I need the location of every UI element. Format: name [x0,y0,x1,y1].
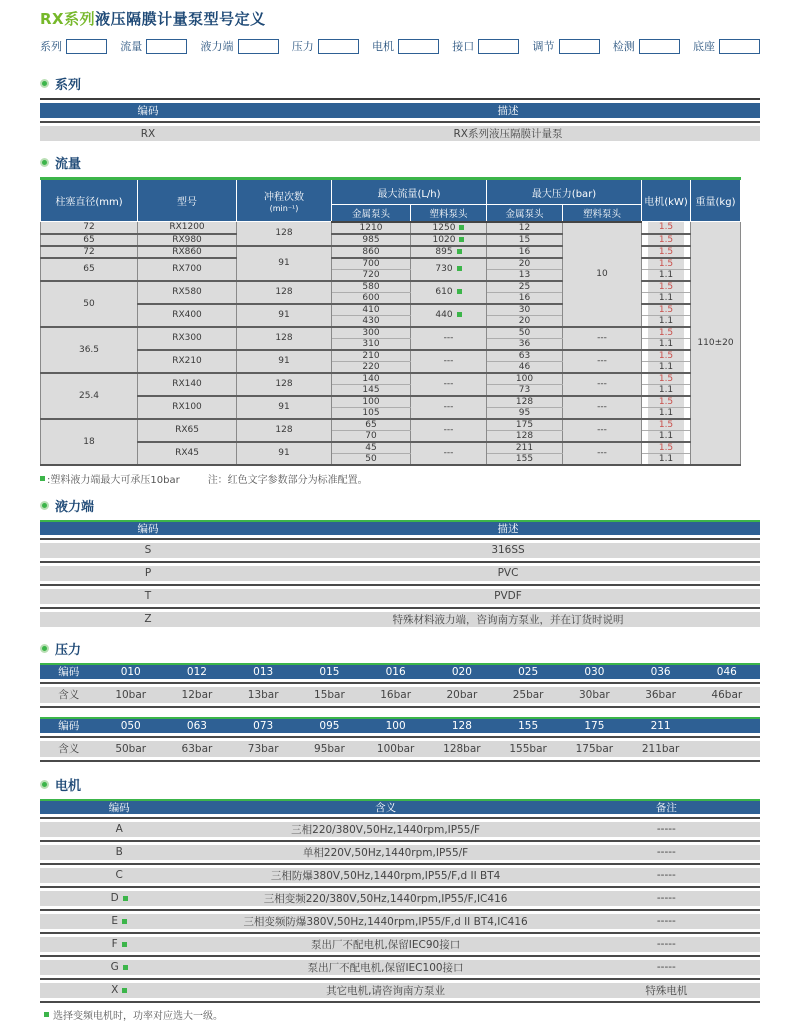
divider [40,1001,760,1003]
motor-meaning: 三相变频220/380V,50Hz,1440rpm,IP55/F,IC416 [263,892,508,905]
motor-footnote [40,1007,760,1022]
code-item-interface [452,38,519,54]
code-label: 调节 [532,40,555,53]
motor-code: D [40,892,198,904]
motor-table-header [40,799,760,814]
divider [40,736,760,738]
pressure-meaning: 25bar [512,688,544,701]
green-bullet-icon [40,158,49,167]
pressure-code: 211 [650,719,671,732]
pressure-meaning: 30bar [578,688,610,701]
pressure-meaning: 128bar [443,742,481,755]
green-bullet-icon [40,644,49,653]
he-desc: 316SS [491,544,525,556]
section-title: 液力端 [55,499,95,515]
table-row: 430 20 1.1 [41,315,741,327]
green-square-icon [122,942,127,947]
pressure-code: 095 [319,719,340,732]
code-box-detect [639,39,680,54]
divider [40,607,760,609]
table-row: 65 RX700 700 730 20 1.5 [41,258,741,270]
table-row [40,845,760,860]
section-title: 压力 [55,642,82,658]
divider [40,760,760,762]
code-box-flow [146,39,187,54]
table-row [40,566,760,581]
model-code-builder [40,38,760,54]
section-heading-motor [40,775,760,794]
motor-code: X [40,984,198,996]
he-desc: PVDF [494,590,522,602]
plastic-head-note: :塑料液力端最大可承压10bar [47,474,180,486]
divider [40,706,760,708]
pressure-code-row [40,663,760,679]
divider [40,121,760,123]
motor-table [40,799,760,1003]
pressure-meaning: 16bar [380,688,412,701]
green-square-icon [457,312,462,317]
table-row [40,983,760,998]
pressure-code: 063 [186,719,207,732]
code-item-base [693,38,760,54]
divider [40,886,760,888]
he-code: S [144,544,152,556]
pressure-meaning: 95bar [314,742,345,755]
motor-code: A [115,823,123,835]
pressure-code: 015 [319,665,340,678]
motor-note: ----- [656,961,676,973]
table-row [40,543,760,558]
code-item-adjust [533,38,600,54]
row-label-code: 编码 [58,720,80,732]
green-square-icon [459,237,464,242]
code-box-base [719,39,760,54]
pressure-code: 036 [650,665,671,678]
code-label: 压力 [291,40,314,53]
motor-meaning: 三相变频防爆380V,50Hz,1440rpm,IP55/F,d II BT4,IC416 [243,915,528,928]
code-box-series [66,39,107,54]
table-row: RX100 91 100 --- 128 --- 1.5 [41,396,741,408]
pressure-meaning: 73bar [247,742,279,755]
code-label: 液力端 [200,40,234,53]
motor-code: F [40,938,198,950]
pressure-code: 010 [120,665,141,678]
section-heading-hydraulic-end [40,496,760,515]
divider [40,863,760,865]
table-row: 310 36 1.1 [41,338,741,350]
hydraulic-end-table [40,520,760,627]
green-square-icon [123,896,128,901]
table-row: 720 13 1.1 [41,269,741,281]
pressure-code: 012 [186,665,207,678]
page-title-series: RX系列 [40,10,96,28]
pressure-meaning: 175bar [575,742,614,755]
col-header-code: 编码 [137,522,159,535]
table-row: 50 155 1.1 [41,453,741,465]
section-title: 电机 [55,778,82,794]
pressure-code: 030 [584,665,605,678]
col-header-meaning: 含义 [375,801,397,814]
code-label: 接口 [452,40,475,53]
code-box-hydraulic-end [238,39,279,54]
col-header-note: 备注 [655,801,677,814]
pressure-meaning: 10bar [115,688,147,701]
table-row: 18 RX65 128 65 --- 175 --- 1.5 [41,419,741,431]
table-row: 70 128 1.1 [41,430,741,442]
table-row: 25.4 RX140 128 140 --- 100 --- 1.5 [41,373,741,385]
green-bullet-icon [40,780,49,789]
red-text-note: 注：红色文字参数部分为标准配置。 [207,474,368,486]
code-item-motor [372,38,439,54]
green-square-icon [40,476,45,481]
code-item-detect [613,38,680,54]
col-header-model: 型号 [138,179,237,222]
motor-note: ----- [656,892,676,904]
divider [40,538,760,540]
pressure-meaning: 46bar [711,688,743,701]
page-title [40,8,760,29]
series-code: RX [140,127,156,140]
pressure-code: 073 [253,719,274,732]
he-code: Z [144,613,152,625]
code-box-motor [398,39,439,54]
table-row [40,914,760,929]
table-row [40,612,760,627]
green-bullet-icon [40,79,49,88]
he-code: T [144,590,152,602]
motor-code: G [40,961,198,973]
subcol-metal-head: 金属泵头 [487,205,563,222]
section-heading-pressure [40,639,760,658]
pressure-code: 016 [385,665,406,678]
table-row [40,868,760,883]
pressure-meaning: 12bar [181,688,213,701]
motor-code: C [115,869,123,881]
code-label: 系列 [40,40,62,53]
table-row: RX400 91 410 440 30 1.5 [41,304,741,316]
code-label: 底座 [693,40,715,53]
divider [40,909,760,911]
table-row [40,937,760,952]
table-row: 72 RX860 91 860 895 16 1.5 [41,246,741,258]
motor-note: ----- [656,938,676,950]
code-item-pressure [292,38,359,54]
table-row [40,822,760,837]
motor-meaning: 其它电机,请咨询南方泵业 [326,984,445,997]
pressure-meaning: 36bar [645,688,676,701]
table-row [40,589,760,604]
motor-note: ----- [656,846,676,858]
row-label-meaning: 含义 [58,743,80,755]
pressure-meaning: 63bar [181,742,213,755]
table-row: RX210 91 210 --- 63 --- 1.5 [41,350,741,362]
green-square-icon [457,266,462,271]
green-square-icon [457,289,462,294]
page-title-rest: 液压隔膜计量泵型号定义 [95,10,266,28]
motor-meaning: 泵出厂不配电机,保留IEC90接口 [310,938,461,951]
divider [40,584,760,586]
divider [40,817,760,819]
flow-table [40,177,741,466]
motor-note: ----- [656,869,676,881]
pressure-meaning: 50bar [115,742,147,755]
col-header-code: 编码 [108,801,130,814]
table-row: 145 73 1.1 [41,384,741,396]
pressure-code: 100 [385,719,406,732]
series-desc: RX系列液压隔膜计量泵 [453,128,563,140]
motor-footnote-text: 选择变频电机时，功率对应选大一级。 [53,1010,223,1022]
pressure-meaning-row [40,741,760,757]
series-table-header [40,103,760,118]
section-heading-series [40,74,760,93]
motor-meaning: 三相防爆380V,50Hz,1440rpm,IP55/F,d II BT4 [270,869,501,882]
pressure-meaning: 155bar [509,742,547,755]
code-box-adjust [559,39,600,54]
motor-meaning: 单相220V,50Hz,1440rpm,IP55/F [302,846,469,859]
table-row [40,126,760,141]
pressure-meaning: 211bar [641,742,680,755]
pressure-code: 050 [120,719,141,732]
table-row: RX45 91 45 --- 211 --- 1.5 [41,442,741,454]
green-square-icon [122,919,127,924]
hydraulic-end-header [40,520,760,535]
table-row [40,960,760,975]
code-label: 电机 [372,40,394,53]
code-item-flow [120,38,187,54]
pressure-code: 020 [451,665,472,678]
col-header-max-flow: 最大流量(L/h) [332,179,487,205]
pressure-table-1 [40,663,760,708]
col-header-desc: 描述 [497,522,519,535]
code-label: 流量 [120,40,143,53]
pressure-meaning: 13bar [247,688,279,701]
table-row: 72 RX1200 128 1210 1250 12 10 1.5 110±20 [41,222,741,234]
flow-table-notes [40,471,760,486]
subcol-metal-head: 金属泵头 [332,205,411,222]
table-row: 105 95 1.1 [41,407,741,419]
motor-meaning: 三相220/380V,50Hz,1440rpm,IP55/F [291,823,481,836]
he-code: P [144,567,152,579]
green-square-icon [123,965,128,970]
row-label-meaning: 含义 [58,689,80,701]
code-item-series [40,38,107,54]
divider [40,682,760,684]
col-header-motor-kw: 电机(kW) [642,179,691,222]
pressure-code: 025 [518,665,539,678]
pressure-table-2 [40,717,760,762]
pressure-meaning: 100bar [376,742,415,755]
col-header-code: 编码 [137,105,159,117]
code-item-hydraulic-end [201,38,279,54]
code-box-interface [478,39,519,54]
motor-note: 特殊电机 [645,984,688,997]
divider [40,955,760,957]
section-title: 流量 [55,157,82,172]
pressure-code: 155 [518,719,539,732]
table-row: 50 RX580 128 580 610 25 1.5 [41,281,741,293]
col-header-weight: 重量(kg) [691,179,741,222]
table-row: 220 46 1.1 [41,361,741,373]
divider [40,978,760,980]
green-square-icon [44,1012,49,1017]
pressure-code: 128 [451,719,472,732]
pressure-code: 046 [716,665,737,678]
pressure-code: 013 [253,665,274,678]
green-square-icon [122,988,127,993]
section-heading-flow [40,153,760,172]
series-table [40,103,760,141]
table-row: 65 RX980 985 1020 15 1.5 [41,234,741,246]
pressure-meaning: 15bar [314,688,345,701]
he-desc: 特殊材料液力端，咨询南方泵业，并在订货时说明 [392,613,624,626]
green-square-icon [459,225,464,230]
col-header-max-pressure: 最大压力(bar) [487,179,642,205]
divider [40,98,760,100]
motor-code: E [40,915,198,927]
motor-meaning: 泵出厂不配电机,保留IEC100接口 [307,961,464,974]
divider [40,932,760,934]
he-desc: PVC [497,567,519,579]
col-header-desc: 描述 [497,105,519,117]
table-row: 600 16 1.1 [41,292,741,304]
pressure-meaning-row [40,687,760,703]
subcol-plastic-head: 塑料泵头 [563,205,642,222]
table-row [40,891,760,906]
green-square-icon [457,249,462,254]
pressure-meaning: 20bar [446,688,478,701]
pressure-code: 175 [584,719,605,732]
divider [40,840,760,842]
table-row: 36.5 RX300 128 300 --- 50 --- 1.5 [41,327,741,339]
motor-note: ----- [656,823,676,835]
section-title: 系列 [55,78,82,93]
subcol-plastic-head: 塑料泵头 [411,205,487,222]
row-label-code: 编码 [58,666,80,678]
divider [40,561,760,563]
green-bullet-icon [40,501,49,510]
col-header-stroke-rate: 冲程次数 (min⁻¹) [237,179,332,222]
code-label: 检测 [612,40,635,53]
pressure-code-row [40,717,760,733]
motor-code: B [115,846,123,858]
code-box-pressure [318,39,359,54]
col-header-plunger-diameter: 柱塞直径(mm) [41,179,138,222]
motor-note: ----- [656,915,676,927]
